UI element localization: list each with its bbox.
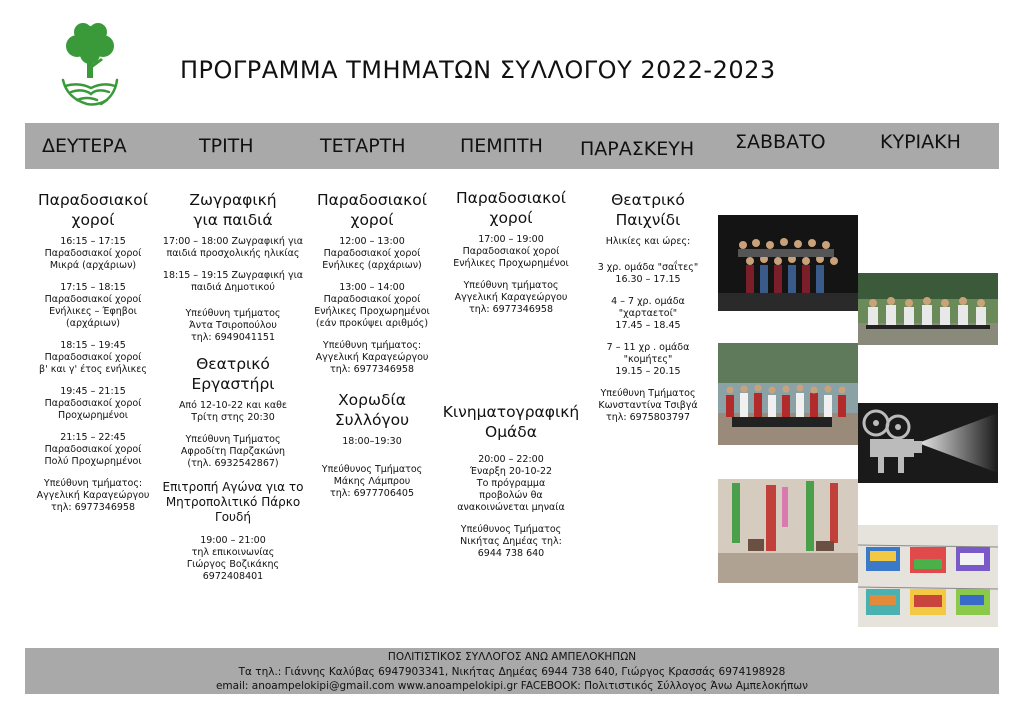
thursday-contact-2: Υπεύθυνος Τμήματος Νικήτας Δημέας τηλ: 6944 738 640 [460, 524, 562, 559]
friday-contact: Υπεύθυνη Τμήματος Κωνσταντίνα Τσιβγά τηλ: 6975803797 [598, 388, 698, 423]
wednesday-contact-1: Υπεύθυνη τμήματος: Αγγελική Καραγεώργου τηλ: 6977346958 [315, 340, 429, 375]
monday-column [26, 190, 160, 524]
wednesday-heading: Παραδοσιακοί χοροί [316, 191, 428, 229]
footer-bar [25, 648, 999, 694]
thursday-column [440, 188, 582, 570]
tuesday-heading-3: Επιτροπή Αγώνα για το Μητροπολιτικό Πάρκο Γουδή [162, 480, 304, 524]
friday-block-3: 7 – 11 χρ . ομάδα "κομήτες" 19.15 – 20.15 [606, 342, 690, 377]
thursday-heading-2: Κινηματογραφική Ομάδα [442, 403, 580, 441]
tree-hands-logo [57, 22, 123, 114]
monday-block-5: 21:15 – 22:45 Παραδοσιακοί χοροί Πολύ Προχωρημένοι [44, 432, 142, 467]
thursday-heading: Παραδοσιακοί χοροί [455, 189, 567, 227]
day-monday: ΔΕΥΤΕΡΑ [42, 135, 127, 157]
monday-block-4: 19:45 – 21:15 Παραδοσιακοί χοροί Προχωρημένοι [44, 386, 142, 421]
wednesday-block-2: 13:00 – 14:00 Παραδοσιακοί χοροί Ενήλικες Προχωρημένοι (εάν προκύψει αριθμός) [314, 282, 430, 329]
footer-phones: Τα τηλ.: Γιάννης Καλύβας 6947903341, Νικήτας Δημέας 6944 738 640, Γιώργος Κρασσάς 6974198928 [238, 665, 786, 678]
thursday-block-1: 17:00 – 19:00 Παραδοσιακοί χοροί Ενήλικες Προχωρημένοι [453, 234, 569, 269]
tuesday-block-1: 17:00 – 18:00 Ζωγραφική για παιδιά προσχολικής ηλικίας [162, 236, 304, 259]
wednesday-contact-2: Υπεύθυνος Τμήματος Μάκης Λάμπρου τηλ: 6977706405 [321, 464, 423, 499]
friday-ages-label: Ηλικίες και ώρες: [605, 236, 691, 247]
tuesday-block-2: 18:15 – 19:15 Ζωγραφική για παιδιά Δημοτικού [162, 270, 304, 293]
day-friday: ΠΑΡΑΣΚΕΥΗ [580, 138, 695, 160]
wednesday-block-1: 12:00 – 13:00 Παραδοσιακοί χοροί Ενήλικες (αρχάριων) [322, 236, 422, 271]
page-title: ΠΡΟΓΡΑΜΜΑ ΤΜΗΜΑΤΩΝ ΣΥΛΛΟΓΟΥ 2022-2023 [180, 56, 776, 84]
monday-block-3: 18:15 – 19:45 Παραδοσιακοί χοροί β' και γ' έτος ενήλικες [39, 340, 147, 375]
wednesday-column [303, 190, 441, 510]
tuesday-block-4: 19:00 – 21:00 τηλ επικοινωνίας Γιώργος Βοζικάκης 6972408401 [186, 535, 280, 582]
day-sunday: ΚΥΡΙΑΚΗ [880, 131, 961, 153]
tuesday-column [162, 190, 304, 593]
day-wednesday: ΤΕΤΑΡΤΗ [320, 135, 406, 157]
monday-heading: Παραδοσιακοί χοροί [37, 191, 149, 229]
day-tuesday: ΤΡΙΤΗ [199, 135, 254, 157]
dance-group-photo [718, 343, 858, 445]
wednesday-block-3: 18:00–19:30 [342, 436, 402, 447]
thursday-block-2: 20:00 – 22:00 Έναρξη 20-10-22 Το πρόγραμμα προβολών θα ανακοινώνεται μηναία [457, 454, 565, 513]
theatre-room-photo [718, 479, 858, 583]
thursday-contact-1: Υπεύθυνη τμήματος Αγγελική Καραγεώργου τηλ: 6977346958 [454, 280, 568, 315]
children-drawings-photo [858, 525, 998, 627]
choir-photo [718, 215, 858, 311]
footer-contacts: email: anoampelokipi@gmail.com www.anoampelokipi.gr FACEBOOK: Πολιτιστικός Σύλλογος Άνω Αμπελοκήπων [215, 680, 809, 692]
day-saturday: ΣΑΒΒΑΤΟ [735, 131, 826, 153]
musicians-photo [858, 273, 998, 345]
tuesday-heading-2: Θεατρικό Εργαστήρι [191, 355, 275, 393]
day-thursday: ΠΕΜΠΤΗ [460, 135, 543, 157]
wednesday-heading-2: Χορωδία Συλλόγου [334, 391, 410, 429]
tuesday-contact-1: Υπεύθυνη τμήματος Άντα Τσιροπούλου τηλ: 6949041151 [185, 308, 281, 343]
monday-contact: Υπεύθυνη τμήματος: Αγγελική Καραγεώργου τηλ: 6977346958 [36, 478, 150, 513]
monday-block-2: 17:15 – 18:15 Παραδοσιακοί χοροί Ενήλικες – Έφηβοι (αρχάριων) [44, 282, 142, 329]
tuesday-block-3: Από 12-10-22 και καθε Τρίτη στης 20:30 [178, 400, 288, 423]
tuesday-heading: Ζωγραφική για παιδιά [189, 191, 277, 229]
monday-block-1: 16:15 – 17:15 Παραδοσιακοί χοροί Μικρά (αρχάριων) [44, 236, 142, 271]
friday-block-2: 4 – 7 χρ. ομάδα "χαρταετοί" 17.45 – 18.45 [611, 296, 685, 331]
friday-column [578, 190, 718, 434]
footer-association-name: ΠΟΛΙΤΙΣΤΙΚΟΣ ΣΥΛΛΟΓΟΣ ΑΝΩ ΑΜΠΕΛΟΚΗΠΩΝ [387, 651, 637, 663]
friday-block-1: 3 χρ. ομάδα "σαΐτες" 16.30 – 17.15 [597, 262, 699, 285]
tuesday-contact-2: Υπεύθυνη Τμήματος Αφροδίτη Παρζακώνη (τηλ. 6932542867) [180, 434, 286, 469]
friday-heading: Θεατρικό Παιχνίδι [611, 191, 685, 229]
film-projector-photo [858, 403, 998, 483]
